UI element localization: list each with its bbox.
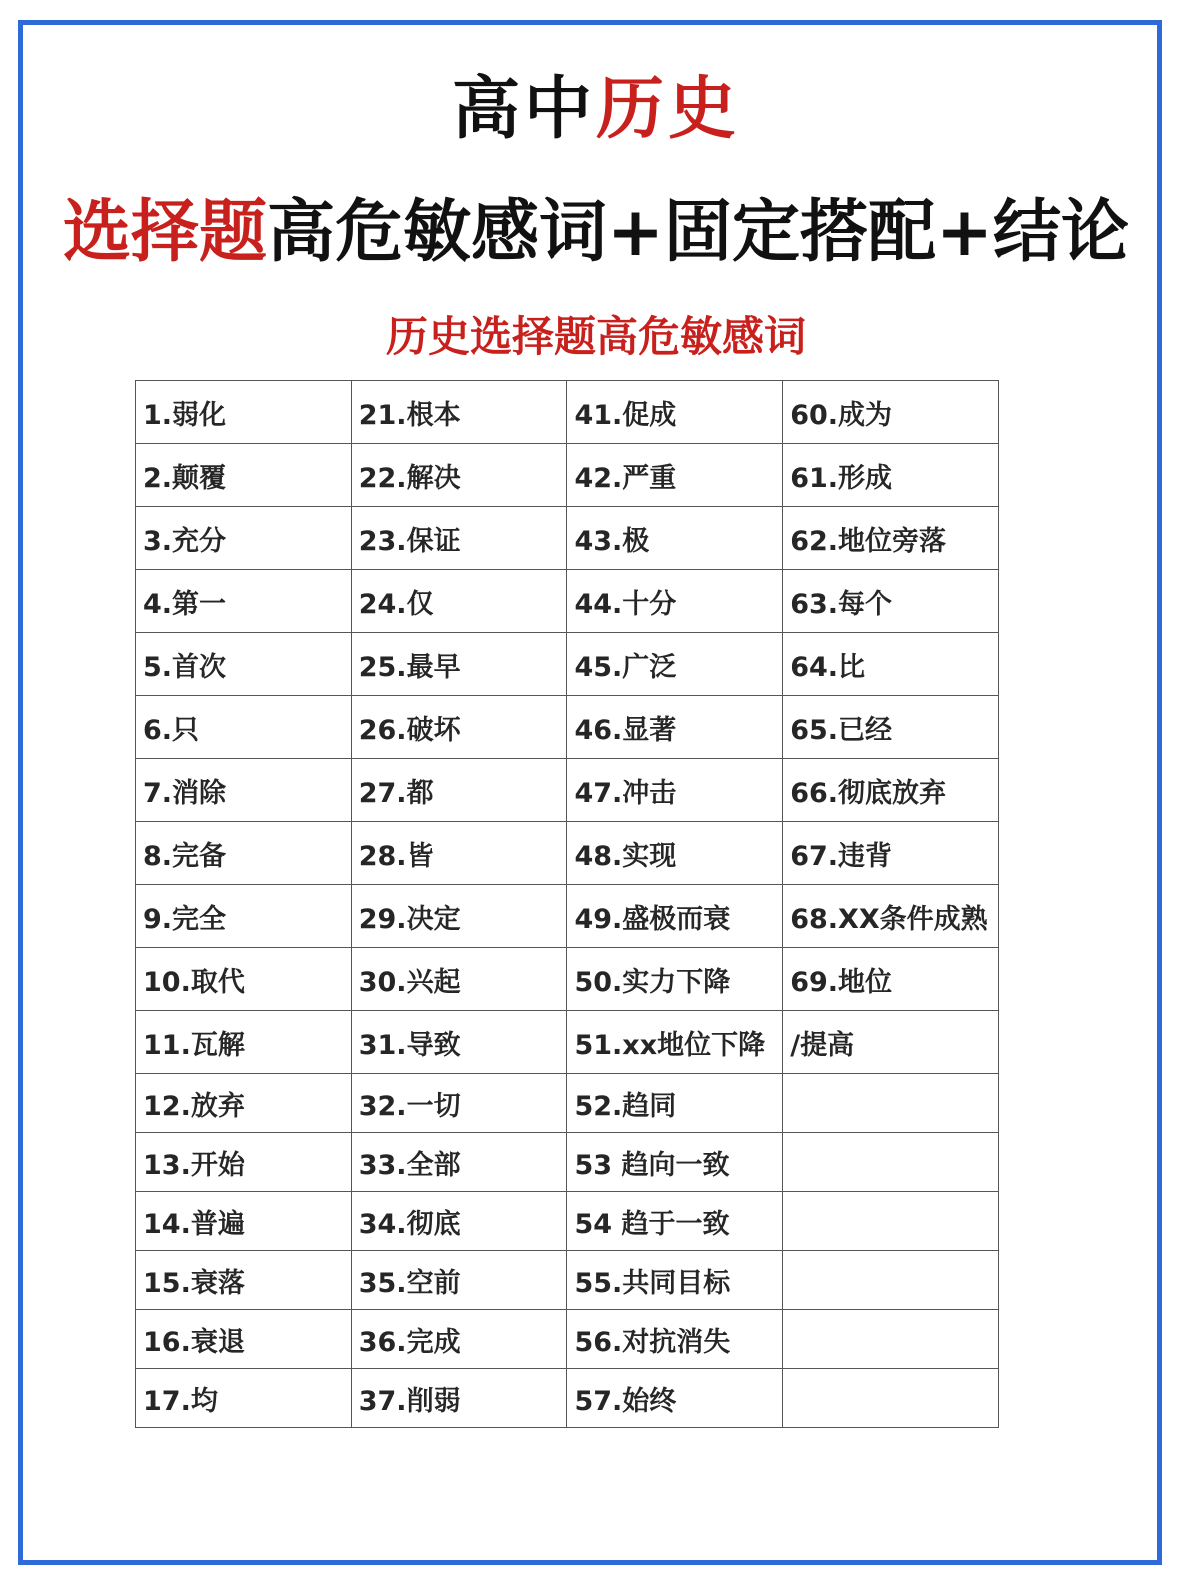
table-cell: 44.十分	[567, 570, 783, 633]
table-row	[136, 570, 999, 633]
table-cell: 64.比	[783, 633, 999, 696]
table-cell: 1.弱化	[136, 381, 352, 444]
table-row	[136, 1074, 999, 1133]
subtitle-black: 高危敏感词+固定搭配+结论	[267, 193, 1129, 272]
table-cell: 4.第一	[136, 570, 352, 633]
table-cell: 45.广泛	[567, 633, 783, 696]
table-row	[136, 1369, 999, 1428]
table-cell: 32.一切	[351, 1074, 567, 1133]
table-cell: 2.颠覆	[136, 444, 352, 507]
section-title: 历史选择题高危敏感词	[385, 312, 806, 361]
table-cell: 37.削弱	[351, 1369, 567, 1428]
table-cell: 62.地位旁落	[783, 507, 999, 570]
table-cell: 8.完备	[136, 822, 352, 885]
table-cell: 53 趋向一致	[567, 1133, 783, 1192]
table-cell: 31.导致	[351, 1011, 567, 1074]
table-cell: 3.充分	[136, 507, 352, 570]
table-cell	[783, 1133, 999, 1192]
table-row	[136, 948, 999, 1011]
table-row	[136, 1192, 999, 1251]
title-part-red: 历史	[596, 70, 741, 149]
table-cell: 61.形成	[783, 444, 999, 507]
table-cell: 50.实力下降	[567, 948, 783, 1011]
table-row	[136, 696, 999, 759]
table-cell: 35.空前	[351, 1251, 567, 1310]
subtitle-red: 选择题	[63, 193, 268, 272]
table-cell	[783, 1192, 999, 1251]
table-cell: 11.瓦解	[136, 1011, 352, 1074]
table-cell: /提高	[783, 1011, 999, 1074]
table-cell: 69.地位	[783, 948, 999, 1011]
table-cell	[783, 1369, 999, 1428]
table-cell: 27.都	[351, 759, 567, 822]
table-row	[136, 507, 999, 570]
word-table	[135, 380, 999, 1428]
table-row	[136, 1310, 999, 1369]
table-row	[136, 885, 999, 948]
table-cell: 15.衰落	[136, 1251, 352, 1310]
table-cell: 66.彻底放弃	[783, 759, 999, 822]
table-cell: 16.衰退	[136, 1310, 352, 1369]
table-cell	[783, 1074, 999, 1133]
table-cell: 30.兴起	[351, 948, 567, 1011]
table-cell: 46.显著	[567, 696, 783, 759]
table-cell: 5.首次	[136, 633, 352, 696]
table-cell: 68.XX条件成熟	[783, 885, 999, 948]
table-cell: 9.完全	[136, 885, 352, 948]
table-cell: 65.已经	[783, 696, 999, 759]
table-row	[136, 1011, 999, 1074]
table-row	[136, 444, 999, 507]
table-cell: 47.冲击	[567, 759, 783, 822]
table-cell: 24.仅	[351, 570, 567, 633]
table-cell: 63.每个	[783, 570, 999, 633]
table-cell: 13.开始	[136, 1133, 352, 1192]
table-cell	[783, 1310, 999, 1369]
table-cell: 17.均	[136, 1369, 352, 1428]
table-cell: 67.违背	[783, 822, 999, 885]
table-cell: 52.趋同	[567, 1074, 783, 1133]
table-cell: 43.极	[567, 507, 783, 570]
table-cell: 48.实现	[567, 822, 783, 885]
table-cell: 6.只	[136, 696, 352, 759]
table-cell: 60.成为	[783, 381, 999, 444]
table-cell: 33.全部	[351, 1133, 567, 1192]
table-cell: 51.xx地位下降	[567, 1011, 783, 1074]
table-row	[136, 381, 999, 444]
table-cell: 54 趋于一致	[567, 1192, 783, 1251]
table-cell	[783, 1251, 999, 1310]
table-cell: 29.决定	[351, 885, 567, 948]
table-cell: 49.盛极而衰	[567, 885, 783, 948]
table-row	[136, 759, 999, 822]
table-row	[136, 1133, 999, 1192]
table-cell: 41.促成	[567, 381, 783, 444]
table-cell: 14.普遍	[136, 1192, 352, 1251]
table-row	[136, 1251, 999, 1310]
table-cell: 28.皆	[351, 822, 567, 885]
table-cell: 25.最早	[351, 633, 567, 696]
table-cell: 42.严重	[567, 444, 783, 507]
table-cell: 12.放弃	[136, 1074, 352, 1133]
page-title	[0, 70, 1192, 150]
table-cell: 10.取代	[136, 948, 352, 1011]
table-cell: 23.保证	[351, 507, 567, 570]
table-cell: 7.消除	[136, 759, 352, 822]
table-cell: 55.共同目标	[567, 1251, 783, 1310]
table-cell: 26.破坏	[351, 696, 567, 759]
table-row	[136, 822, 999, 885]
title-part-black: 高中	[451, 70, 596, 149]
table-cell: 56.对抗消失	[567, 1310, 783, 1369]
table-cell: 22.解决	[351, 444, 567, 507]
word-table-body	[136, 381, 999, 1428]
table-cell: 36.完成	[351, 1310, 567, 1369]
table-cell: 57.始终	[567, 1369, 783, 1428]
table-row	[136, 633, 999, 696]
table-cell: 21.根本	[351, 381, 567, 444]
page-subtitle	[0, 190, 1192, 276]
table-cell: 34.彻底	[351, 1192, 567, 1251]
